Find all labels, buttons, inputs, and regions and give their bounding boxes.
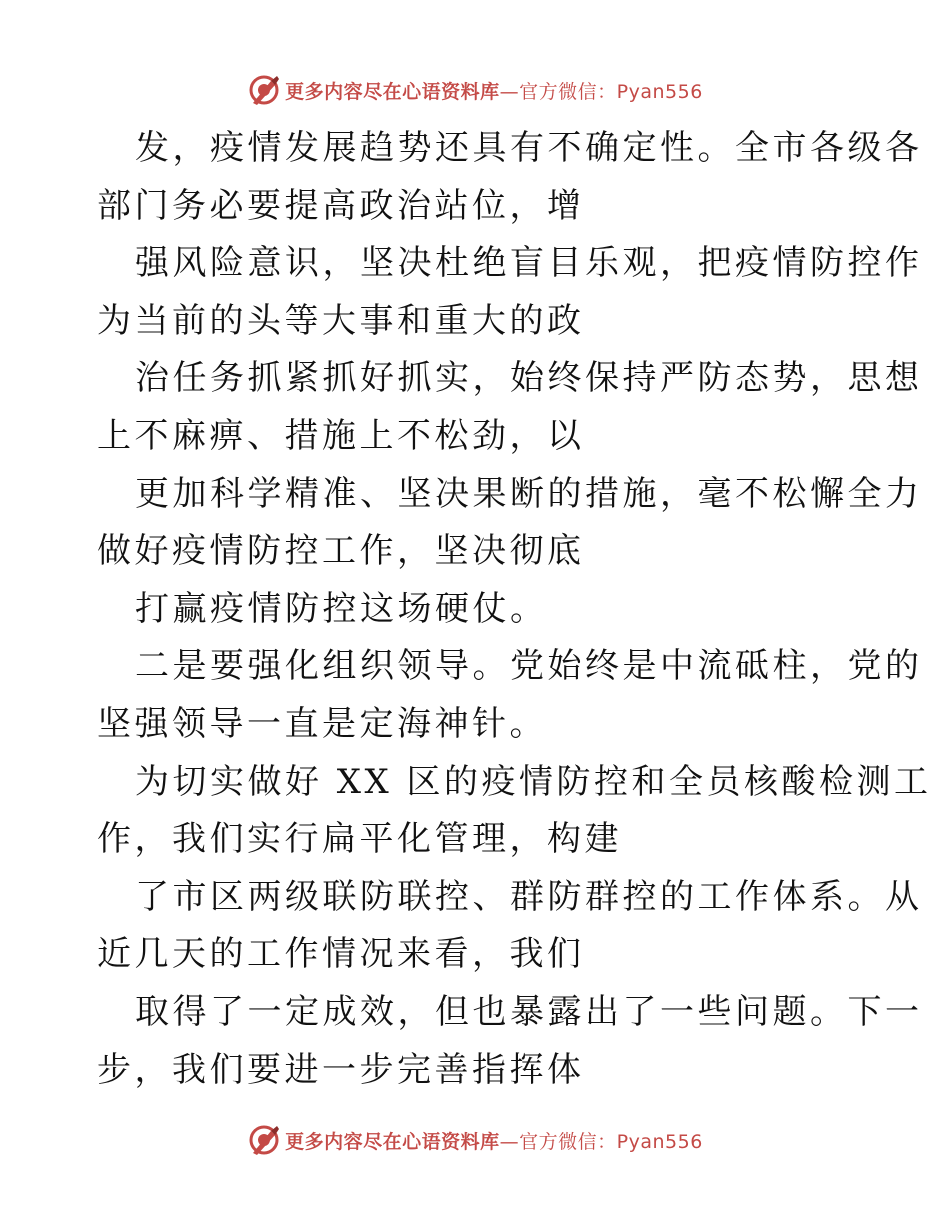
text-line: 强风险意识，坚决杜绝盲目乐观，把疫情防控作 xyxy=(135,243,923,284)
text-line: 治任务抓紧抓好抓实，始终保持严防态势，思想 xyxy=(135,358,923,399)
pen-logo-icon xyxy=(247,1123,281,1157)
text-line: 部门务必要提高政治站位，增 xyxy=(97,185,585,226)
text-line: 上不麻痹、措施上不松劲，以 xyxy=(97,415,585,456)
watermark-text-contact: —官方微信：Pyan556 xyxy=(499,80,703,103)
text-line: 做好疫情防控工作，坚决彻底 xyxy=(97,531,585,572)
footer-watermark xyxy=(0,1120,950,1160)
text-line: 步，我们要进一步完善指挥体 xyxy=(97,1049,585,1090)
text-line: 近几天的工作情况来看，我们 xyxy=(97,934,585,975)
text-line: 发，疫情发展趋势还具有不确定性。全市各级各 xyxy=(135,128,923,168)
text-line: 打赢疫情防控这场硬仗。 xyxy=(135,588,548,629)
text-line: 取得了一定成效，但也暴露出了一些问题。下一 xyxy=(135,991,923,1032)
text-line: 为当前的头等大事和重大的政 xyxy=(97,300,585,341)
text-line: 了市区两级联防联控、群防群控的工作体系。从 xyxy=(135,876,923,917)
watermark-text-primary: 更多内容尽在心语资料库 xyxy=(285,80,500,103)
text-line: 坚强领导一直是定海神针。 xyxy=(97,703,547,744)
pen-logo-icon xyxy=(247,73,281,107)
header-watermark xyxy=(0,70,950,110)
text-line: 作，我们实行扁平化管理，构建 xyxy=(97,819,622,860)
watermark-text-primary: 更多内容尽在心语资料库 xyxy=(285,1130,500,1153)
text-line: 二是要强化组织领导。党始终是中流砥柱，党的 xyxy=(135,646,923,687)
text-line: 为切实做好 XX 区的疫情防控和全员核酸检测工 xyxy=(135,761,932,802)
text-line: 更加科学精准、坚决果断的措施，毫不松懈全力 xyxy=(135,473,923,514)
document-body xyxy=(97,120,932,1099)
watermark-text-contact: —官方微信：Pyan556 xyxy=(499,1130,703,1153)
